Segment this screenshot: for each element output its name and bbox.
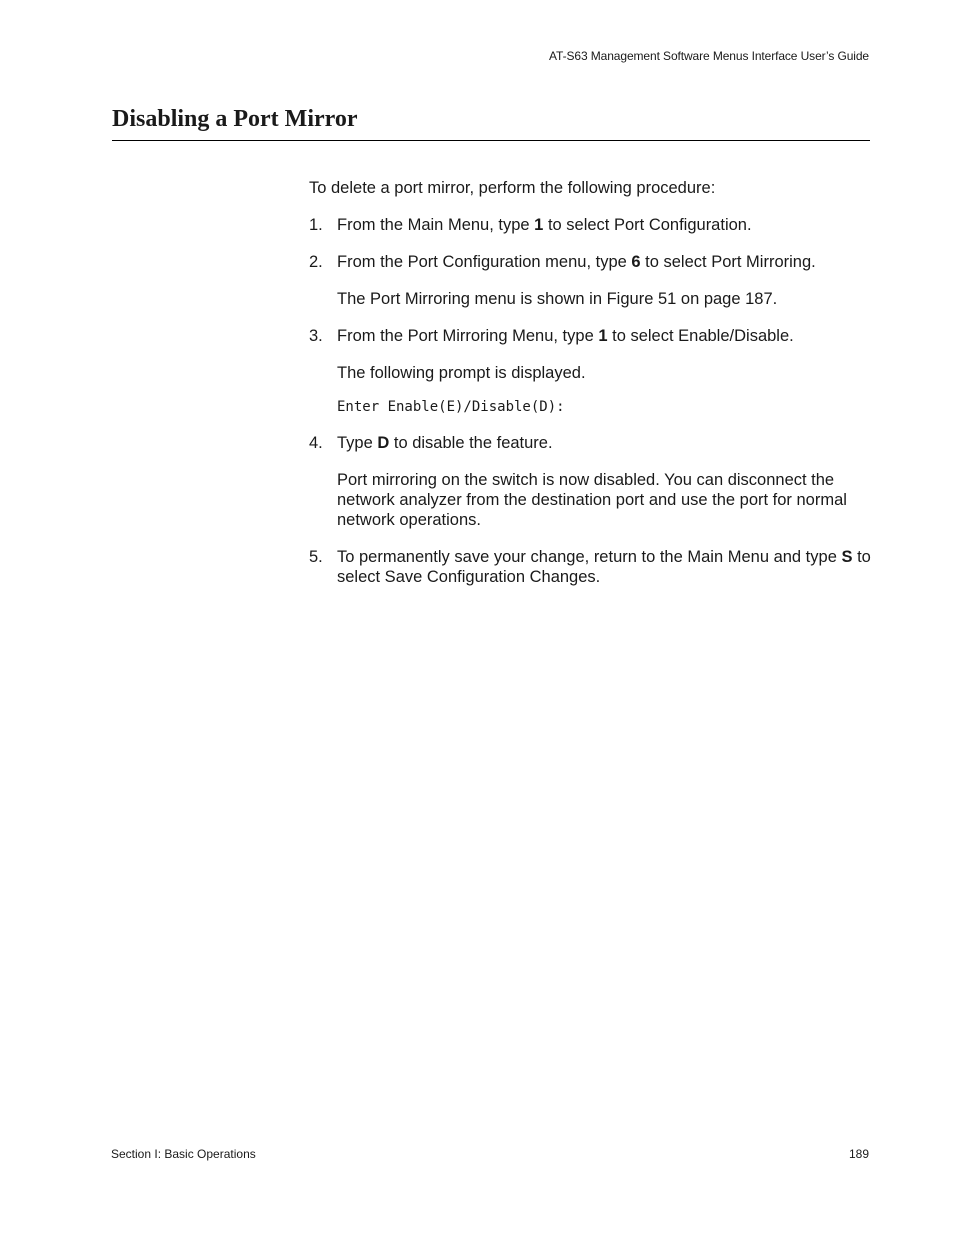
page-number: 189 xyxy=(848,1147,869,1161)
step-text: to select Enable/Disable. xyxy=(607,327,794,345)
step-text: to disable the feature. xyxy=(389,434,553,452)
step-text: to select Port Configuration. xyxy=(543,216,752,234)
step-key: 1 xyxy=(534,216,544,234)
step-text: To permanently save your change, return to the Main Menu and type xyxy=(337,548,842,566)
step-text: From the Port Configuration menu, type xyxy=(337,253,632,271)
step-text: Type xyxy=(337,434,378,452)
step-number: 5. xyxy=(309,548,323,566)
step-3-note: The following prompt is displayed. xyxy=(337,364,586,382)
step-key: 6 xyxy=(631,253,641,271)
step-number: 2. xyxy=(309,253,323,271)
step-text: to select Port Mirroring. xyxy=(640,253,816,271)
step-2 xyxy=(309,252,871,272)
step-number: 4. xyxy=(309,434,323,452)
section-title: Disabling a Port Mirror xyxy=(112,106,358,132)
procedure-body xyxy=(309,178,871,604)
title-rule xyxy=(112,140,870,141)
footer-section: Section I: Basic Operations xyxy=(111,1147,256,1161)
step-2-note: The Port Mirroring menu is shown in Figure 51 on page 187. xyxy=(337,290,778,308)
step-5 xyxy=(309,547,871,587)
step-4-note: Port mirroring on the switch is now disabled. You can disconnect the network analyzer from the destination port and use the port for normal network operations. xyxy=(337,471,847,529)
step-1 xyxy=(309,215,871,235)
step-text: to select Save Configuration Changes. xyxy=(337,548,871,586)
step-text: From the Main Menu, type xyxy=(337,216,535,234)
step-number: 3. xyxy=(309,327,323,345)
intro-paragraph: To delete a port mirror, perform the following procedure: xyxy=(309,179,716,197)
step-key: 1 xyxy=(598,327,608,345)
prompt-code: Enter Enable(E)/Disable(D): xyxy=(337,399,565,415)
step-4 xyxy=(309,433,871,453)
step-3 xyxy=(309,326,871,346)
step-key: S xyxy=(841,548,853,566)
step-key: D xyxy=(377,434,390,452)
step-number: 1. xyxy=(309,216,323,234)
running-header: AT-S63 Management Software Menus Interface User’s Guide xyxy=(549,49,869,63)
step-text: From the Port Mirroring Menu, type xyxy=(337,327,599,345)
